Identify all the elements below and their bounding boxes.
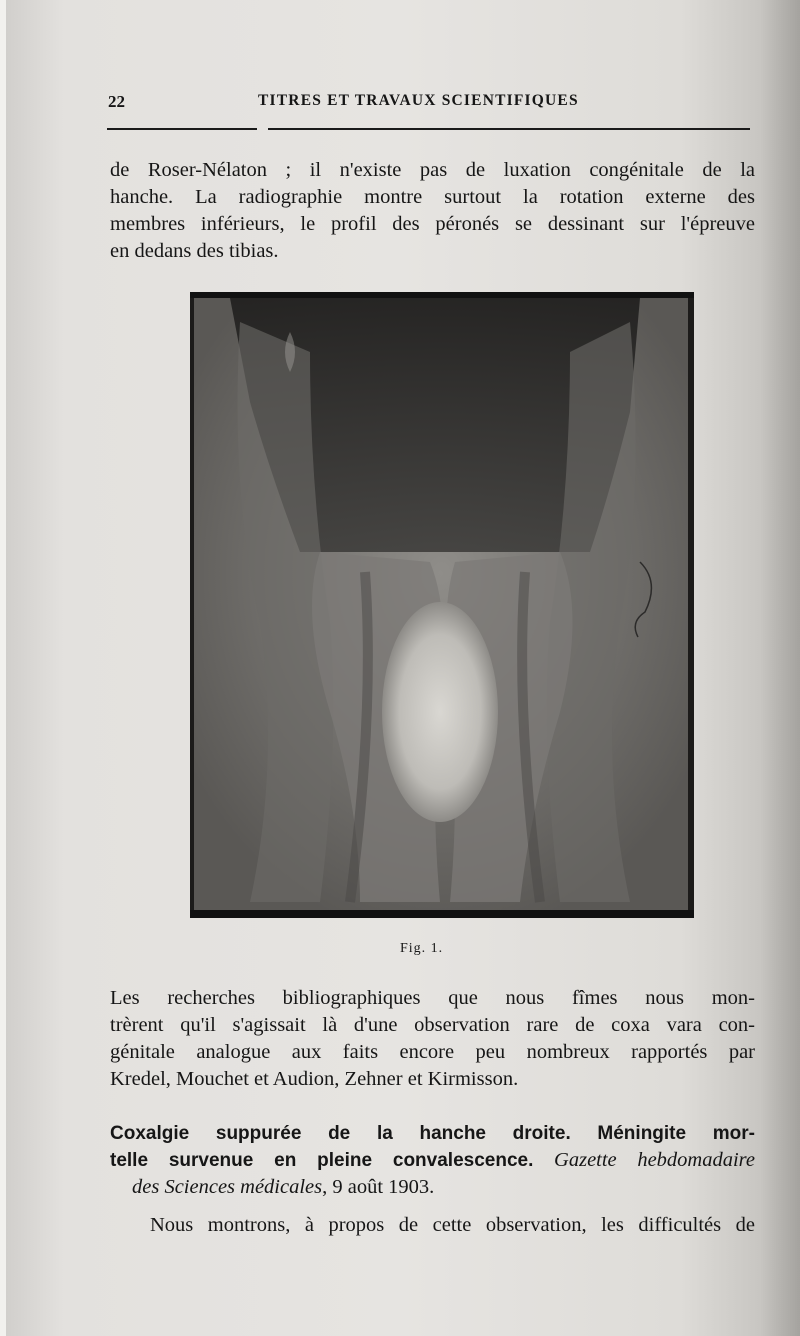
page-edge-left: [0, 0, 6, 1336]
text-line: hanche. La radiographie montre surtout la rotation externe des: [110, 186, 755, 208]
radiograph-figure: [190, 292, 694, 918]
entry-title-line: [110, 1120, 755, 1147]
text-line: Nous montrons, à propos de cette observation, les difficultés de: [150, 1214, 755, 1236]
paragraph-intro: [110, 157, 755, 265]
journal-name: Gazette hebdomadaire: [554, 1149, 755, 1171]
paragraph-discussion: [110, 1212, 755, 1239]
text-line: en dedans des tibias.: [110, 240, 279, 262]
text-line: trèrent qu'il s'agissait là d'une observation rare de coxa vara con-: [110, 1014, 755, 1036]
journal-name: des Sciences médicales: [132, 1176, 323, 1198]
header-rule-left: [107, 128, 257, 130]
entry-title-line: [110, 1147, 755, 1174]
publication-date: , 9 août 1903.: [322, 1176, 435, 1198]
entry-title-part: telle survenue en pleine convalescence.: [110, 1150, 534, 1171]
publication-entry: [110, 1120, 755, 1201]
figure-caption: Fig. 1.: [400, 941, 444, 956]
text-line: membres inférieurs, le profil des péronés se dessinant sur l'épreuve: [110, 213, 755, 235]
entry-citation-line: [110, 1174, 755, 1201]
running-title: TITRES ET TRAVAUX SCIENTIFIQUES: [258, 92, 579, 109]
radiograph-image: [190, 292, 694, 918]
page-header: [108, 90, 753, 120]
paragraph-bibliography: [110, 985, 755, 1093]
text-line: de Roser-Nélaton ; il n'existe pas de luxation congénitale de la: [110, 159, 755, 181]
text-line: génitale analogue aux faits encore peu nombreux rapportés par: [110, 1041, 755, 1063]
entry-title-part: Coxalgie suppurée de la hanche droite. Méningite mor-: [110, 1123, 755, 1144]
page-number: 22: [108, 92, 125, 111]
text-line: Kredel, Mouchet et Audion, Zehner et Kirmisson.: [110, 1068, 519, 1090]
header-rule-right: [268, 128, 750, 130]
text-line: Les recherches bibliographiques que nous fîmes nous mon-: [110, 987, 755, 1009]
page-edge-shadow: [760, 0, 800, 1336]
